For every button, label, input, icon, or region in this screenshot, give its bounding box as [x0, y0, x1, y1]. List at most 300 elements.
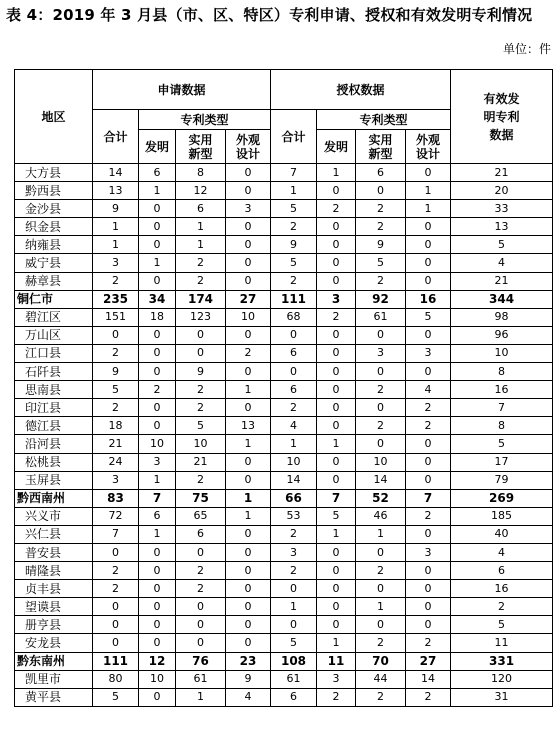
- cell-grant-utility: 70: [356, 652, 406, 670]
- cell-grant-utility: 2: [356, 200, 406, 218]
- table-row: [15, 218, 553, 236]
- header-grant-utility-text: 实用新型: [368, 132, 393, 161]
- cell-grant-utility: 2: [356, 272, 406, 290]
- cell-valid-invention: 11: [451, 634, 553, 652]
- cell-grant-invention: 5: [317, 507, 356, 525]
- cell-valid-invention: 21: [451, 164, 553, 182]
- cell-app-total: 0: [93, 598, 139, 616]
- cell-app-design: 10: [226, 308, 271, 326]
- cell-app-design: 0: [226, 471, 271, 489]
- table-row: [15, 543, 553, 561]
- region-name: 松桃县: [15, 453, 93, 471]
- cell-grant-utility: 92: [356, 290, 406, 308]
- cell-app-invention: 12: [139, 652, 176, 670]
- table-row: [15, 580, 553, 598]
- city-row: [15, 652, 553, 670]
- cell-valid-invention: 17: [451, 453, 553, 471]
- region-name: 江口县: [15, 344, 93, 362]
- cell-app-utility: 1: [176, 688, 226, 706]
- cell-grant-design: 2: [406, 688, 451, 706]
- table-row: [15, 272, 553, 290]
- cell-valid-invention: 4: [451, 543, 553, 561]
- table-row: [15, 507, 553, 525]
- cell-grant-design: 0: [406, 254, 451, 272]
- cell-valid-invention: 5: [451, 616, 553, 634]
- cell-app-design: 1: [226, 507, 271, 525]
- cell-grant-total: 5: [271, 254, 317, 272]
- cell-app-invention: 0: [139, 200, 176, 218]
- cell-app-utility: 75: [176, 489, 226, 507]
- cell-valid-invention: 8: [451, 417, 553, 435]
- region-name: 织金县: [15, 218, 93, 236]
- cell-valid-invention: 6: [451, 562, 553, 580]
- cell-grant-invention: 3: [317, 290, 356, 308]
- region-name: 安龙县: [15, 634, 93, 652]
- cell-app-utility: 0: [176, 344, 226, 362]
- cell-grant-utility: 46: [356, 507, 406, 525]
- city-row: [15, 489, 553, 507]
- region-name: 晴隆县: [15, 562, 93, 580]
- table-row: [15, 670, 553, 688]
- cell-grant-design: 0: [406, 471, 451, 489]
- cell-app-invention: 6: [139, 507, 176, 525]
- region-name: 碧江区: [15, 308, 93, 326]
- cell-grant-utility: 10: [356, 453, 406, 471]
- header-valid-invention: [451, 70, 553, 164]
- cell-app-total: 83: [93, 489, 139, 507]
- cell-grant-invention: 0: [317, 381, 356, 399]
- cell-app-utility: 21: [176, 453, 226, 471]
- cell-grant-design: 2: [406, 399, 451, 417]
- cell-grant-utility: 0: [356, 363, 406, 381]
- header-app-design-text: 外观设计: [235, 132, 260, 161]
- cell-valid-invention: 4: [451, 254, 553, 272]
- table-row: [15, 254, 553, 272]
- cell-app-design: 0: [226, 616, 271, 634]
- region-name: 黄平县: [15, 688, 93, 706]
- cell-grant-total: 1: [271, 182, 317, 200]
- cell-grant-utility: 44: [356, 670, 406, 688]
- cell-grant-design: 0: [406, 616, 451, 634]
- cell-app-utility: 2: [176, 562, 226, 580]
- cell-grant-utility: 14: [356, 471, 406, 489]
- region-name: 铜仁市: [15, 290, 93, 308]
- cell-valid-invention: 13: [451, 218, 553, 236]
- cell-grant-total: 14: [271, 471, 317, 489]
- cell-app-design: 1: [226, 489, 271, 507]
- cell-app-invention: 18: [139, 308, 176, 326]
- cell-app-design: 0: [226, 182, 271, 200]
- cell-grant-design: 27: [406, 652, 451, 670]
- region-name: 兴义市: [15, 507, 93, 525]
- header-grant-design: [406, 130, 451, 164]
- cell-app-total: 9: [93, 363, 139, 381]
- cell-app-invention: 0: [139, 399, 176, 417]
- cell-grant-design: 0: [406, 580, 451, 598]
- cell-app-design: 0: [226, 634, 271, 652]
- cell-grant-total: 0: [271, 363, 317, 381]
- cell-grant-total: 1: [271, 598, 317, 616]
- cell-app-utility: 2: [176, 272, 226, 290]
- cell-grant-utility: 52: [356, 489, 406, 507]
- cell-grant-invention: 0: [317, 254, 356, 272]
- table-row: [15, 363, 553, 381]
- cell-app-design: 0: [226, 236, 271, 254]
- cell-app-invention: 0: [139, 580, 176, 598]
- cell-app-utility: 9: [176, 363, 226, 381]
- cell-app-total: 21: [93, 435, 139, 453]
- cell-grant-invention: 2: [317, 200, 356, 218]
- region-name: 思南县: [15, 381, 93, 399]
- cell-app-total: 0: [93, 326, 139, 344]
- cell-grant-utility: 0: [356, 580, 406, 598]
- cell-app-design: 0: [226, 543, 271, 561]
- table-row: [15, 616, 553, 634]
- cell-app-total: 235: [93, 290, 139, 308]
- cell-grant-total: 1: [271, 435, 317, 453]
- cell-grant-utility: 0: [356, 399, 406, 417]
- table-row: [15, 326, 553, 344]
- cell-grant-utility: 2: [356, 562, 406, 580]
- cell-app-total: 5: [93, 688, 139, 706]
- cell-app-utility: 12: [176, 182, 226, 200]
- cell-app-utility: 123: [176, 308, 226, 326]
- table-row: [15, 417, 553, 435]
- table-row: [15, 471, 553, 489]
- cell-valid-invention: 98: [451, 308, 553, 326]
- cell-valid-invention: 10: [451, 344, 553, 362]
- table-row: [15, 200, 553, 218]
- cell-grant-design: 0: [406, 236, 451, 254]
- cell-valid-invention: 120: [451, 670, 553, 688]
- cell-app-invention: 0: [139, 598, 176, 616]
- cell-grant-invention: 0: [317, 417, 356, 435]
- cell-app-total: 0: [93, 543, 139, 561]
- table-row: [15, 308, 553, 326]
- cell-app-invention: 0: [139, 616, 176, 634]
- cell-grant-total: 61: [271, 670, 317, 688]
- cell-grant-total: 3: [271, 543, 317, 561]
- cell-app-total: 18: [93, 417, 139, 435]
- cell-valid-invention: 79: [451, 471, 553, 489]
- cell-app-total: 80: [93, 670, 139, 688]
- cell-valid-invention: 2: [451, 598, 553, 616]
- cell-valid-invention: 5: [451, 236, 553, 254]
- cell-app-design: 0: [226, 453, 271, 471]
- cell-app-utility: 0: [176, 543, 226, 561]
- cell-app-total: 111: [93, 652, 139, 670]
- cell-app-invention: 10: [139, 435, 176, 453]
- cell-grant-total: 5: [271, 634, 317, 652]
- table-row: [15, 525, 553, 543]
- region-name: 印江县: [15, 399, 93, 417]
- cell-app-total: 2: [93, 344, 139, 362]
- cell-grant-total: 66: [271, 489, 317, 507]
- cell-app-utility: 2: [176, 254, 226, 272]
- cell-grant-total: 10: [271, 453, 317, 471]
- cell-app-invention: 0: [139, 562, 176, 580]
- cell-valid-invention: 185: [451, 507, 553, 525]
- cell-app-design: 1: [226, 381, 271, 399]
- region-name: 黔西南州: [15, 489, 93, 507]
- cell-app-utility: 10: [176, 435, 226, 453]
- table-row: [15, 236, 553, 254]
- cell-grant-utility: 2: [356, 218, 406, 236]
- region-name: 万山区: [15, 326, 93, 344]
- cell-app-utility: 2: [176, 580, 226, 598]
- table-row: [15, 399, 553, 417]
- cell-app-invention: 0: [139, 543, 176, 561]
- cell-grant-design: 0: [406, 598, 451, 616]
- cell-app-invention: 3: [139, 453, 176, 471]
- cell-app-design: 23: [226, 652, 271, 670]
- header-application-total: 合计: [93, 110, 139, 164]
- cell-grant-invention: 0: [317, 543, 356, 561]
- header-app-utility-text: 实用新型: [188, 132, 213, 161]
- cell-app-design: 0: [226, 254, 271, 272]
- region-name: 兴仁县: [15, 525, 93, 543]
- cell-grant-design: 2: [406, 634, 451, 652]
- cell-app-invention: 7: [139, 489, 176, 507]
- cell-app-total: 1: [93, 236, 139, 254]
- cell-app-design: 0: [226, 164, 271, 182]
- header-app-design: [226, 130, 271, 164]
- cell-app-design: 4: [226, 688, 271, 706]
- cell-app-utility: 8: [176, 164, 226, 182]
- page-title: 表 4：2019 年 3 月县（市、区、特区）专利申请、授权和有效发明专利情况: [6, 6, 533, 24]
- cell-app-total: 14: [93, 164, 139, 182]
- cell-grant-invention: 0: [317, 326, 356, 344]
- cell-app-utility: 0: [176, 598, 226, 616]
- cell-grant-design: 3: [406, 543, 451, 561]
- table-row: [15, 598, 553, 616]
- cell-grant-utility: 0: [356, 326, 406, 344]
- cell-valid-invention: 16: [451, 580, 553, 598]
- unit-label: 单位：件: [502, 42, 551, 56]
- cell-grant-invention: 0: [317, 471, 356, 489]
- cell-grant-total: 111: [271, 290, 317, 308]
- cell-grant-total: 2: [271, 562, 317, 580]
- cell-app-total: 2: [93, 399, 139, 417]
- cell-valid-invention: 8: [451, 363, 553, 381]
- cell-grant-design: 0: [406, 435, 451, 453]
- table-row: [15, 634, 553, 652]
- cell-grant-utility: 0: [356, 543, 406, 561]
- header-application: 申请数据: [93, 70, 271, 110]
- cell-app-total: 151: [93, 308, 139, 326]
- cell-valid-invention: 5: [451, 435, 553, 453]
- cell-grant-invention: 0: [317, 236, 356, 254]
- cell-grant-invention: 1: [317, 525, 356, 543]
- table-row: [15, 164, 553, 182]
- cell-grant-invention: 0: [317, 598, 356, 616]
- region-name: 威宁县: [15, 254, 93, 272]
- cell-app-total: 7: [93, 525, 139, 543]
- cell-grant-total: 4: [271, 417, 317, 435]
- cell-grant-total: 9: [271, 236, 317, 254]
- cell-app-invention: 0: [139, 363, 176, 381]
- cell-grant-total: 53: [271, 507, 317, 525]
- cell-grant-total: 0: [271, 326, 317, 344]
- cell-grant-design: 0: [406, 363, 451, 381]
- cell-grant-invention: 1: [317, 634, 356, 652]
- header-grant-type: 专利类型: [317, 110, 451, 130]
- cell-grant-design: 14: [406, 670, 451, 688]
- cell-app-invention: 0: [139, 218, 176, 236]
- cell-grant-utility: 2: [356, 688, 406, 706]
- region-name: 黔东南州: [15, 652, 93, 670]
- header-app-utility: [176, 130, 226, 164]
- cell-app-design: 2: [226, 344, 271, 362]
- cell-grant-total: 6: [271, 381, 317, 399]
- cell-app-total: 9: [93, 200, 139, 218]
- cell-valid-invention: 33: [451, 200, 553, 218]
- cell-grant-utility: 2: [356, 417, 406, 435]
- cell-grant-design: 1: [406, 200, 451, 218]
- cell-app-invention: 1: [139, 254, 176, 272]
- cell-grant-design: 0: [406, 453, 451, 471]
- cell-app-design: 0: [226, 562, 271, 580]
- table-row: [15, 688, 553, 706]
- cell-grant-design: 0: [406, 562, 451, 580]
- cell-valid-invention: 269: [451, 489, 553, 507]
- cell-grant-total: 2: [271, 272, 317, 290]
- cell-app-total: 24: [93, 453, 139, 471]
- cell-grant-total: 0: [271, 616, 317, 634]
- cell-grant-invention: 0: [317, 182, 356, 200]
- cell-app-design: 9: [226, 670, 271, 688]
- city-row: [15, 290, 553, 308]
- cell-app-utility: 0: [176, 634, 226, 652]
- cell-grant-total: 7: [271, 164, 317, 182]
- cell-app-total: 13: [93, 182, 139, 200]
- cell-valid-invention: 40: [451, 525, 553, 543]
- region-name: 望谟县: [15, 598, 93, 616]
- cell-valid-invention: 331: [451, 652, 553, 670]
- cell-app-invention: 10: [139, 670, 176, 688]
- cell-app-invention: 0: [139, 688, 176, 706]
- region-name: 普安县: [15, 543, 93, 561]
- cell-grant-utility: 2: [356, 381, 406, 399]
- cell-grant-utility: 3: [356, 344, 406, 362]
- cell-grant-total: 0: [271, 580, 317, 598]
- region-name: 德江县: [15, 417, 93, 435]
- cell-grant-invention: 2: [317, 688, 356, 706]
- cell-grant-design: 0: [406, 272, 451, 290]
- cell-grant-invention: 0: [317, 344, 356, 362]
- cell-grant-design: 1: [406, 182, 451, 200]
- cell-app-total: 3: [93, 471, 139, 489]
- header-grant-design-text: 外观设计: [416, 132, 441, 161]
- table-row: [15, 182, 553, 200]
- cell-app-design: 13: [226, 417, 271, 435]
- cell-grant-invention: 7: [317, 489, 356, 507]
- cell-app-utility: 2: [176, 471, 226, 489]
- cell-app-invention: 2: [139, 381, 176, 399]
- cell-grant-design: 7: [406, 489, 451, 507]
- table-row: [15, 435, 553, 453]
- cell-grant-invention: 1: [317, 435, 356, 453]
- table-body: [15, 164, 553, 707]
- cell-grant-design: 0: [406, 326, 451, 344]
- cell-grant-total: 68: [271, 308, 317, 326]
- region-name: 大方县: [15, 164, 93, 182]
- header-region: 地区: [15, 70, 93, 164]
- cell-app-invention: 0: [139, 417, 176, 435]
- cell-grant-utility: 6: [356, 164, 406, 182]
- cell-valid-invention: 16: [451, 381, 553, 399]
- cell-app-utility: 174: [176, 290, 226, 308]
- cell-grant-utility: 5: [356, 254, 406, 272]
- cell-app-invention: 1: [139, 182, 176, 200]
- cell-app-utility: 2: [176, 399, 226, 417]
- cell-app-total: 2: [93, 562, 139, 580]
- cell-grant-total: 6: [271, 688, 317, 706]
- cell-app-total: 0: [93, 616, 139, 634]
- table-row: [15, 453, 553, 471]
- cell-app-design: 0: [226, 525, 271, 543]
- region-name: 凯里市: [15, 670, 93, 688]
- cell-app-invention: 6: [139, 164, 176, 182]
- header-valid-text: 有效发明专利数据: [483, 91, 520, 142]
- cell-app-utility: 5: [176, 417, 226, 435]
- cell-grant-total: 2: [271, 399, 317, 417]
- cell-valid-invention: 20: [451, 182, 553, 200]
- cell-grant-total: 5: [271, 200, 317, 218]
- cell-grant-utility: 0: [356, 182, 406, 200]
- cell-grant-invention: 0: [317, 616, 356, 634]
- cell-app-total: 5: [93, 381, 139, 399]
- patent-table: [14, 69, 553, 707]
- cell-app-invention: 1: [139, 525, 176, 543]
- cell-grant-utility: 1: [356, 598, 406, 616]
- cell-grant-invention: 0: [317, 399, 356, 417]
- cell-grant-utility: 0: [356, 616, 406, 634]
- cell-app-invention: 0: [139, 326, 176, 344]
- region-name: 纳雍县: [15, 236, 93, 254]
- region-name: 贞丰县: [15, 580, 93, 598]
- cell-grant-total: 108: [271, 652, 317, 670]
- header-application-type: 专利类型: [139, 110, 271, 130]
- cell-grant-utility: 9: [356, 236, 406, 254]
- cell-grant-utility: 0: [356, 435, 406, 453]
- cell-app-utility: 1: [176, 236, 226, 254]
- region-name: 册亨县: [15, 616, 93, 634]
- cell-valid-invention: 21: [451, 272, 553, 290]
- cell-app-invention: 34: [139, 290, 176, 308]
- cell-grant-design: 16: [406, 290, 451, 308]
- cell-app-utility: 0: [176, 326, 226, 344]
- table-row: [15, 381, 553, 399]
- cell-app-utility: 6: [176, 525, 226, 543]
- cell-app-invention: 0: [139, 272, 176, 290]
- cell-app-invention: 0: [139, 344, 176, 362]
- table-row: [15, 344, 553, 362]
- cell-app-total: 1: [93, 218, 139, 236]
- header-grant-total: 合计: [271, 110, 317, 164]
- cell-app-design: 0: [226, 399, 271, 417]
- header-grant-invention: 发明: [317, 130, 356, 164]
- cell-app-invention: 1: [139, 471, 176, 489]
- cell-grant-utility: 1: [356, 525, 406, 543]
- cell-app-utility: 65: [176, 507, 226, 525]
- cell-app-utility: 61: [176, 670, 226, 688]
- region-name: 沿河县: [15, 435, 93, 453]
- header-grant-utility: [356, 130, 406, 164]
- cell-app-design: 27: [226, 290, 271, 308]
- cell-grant-invention: 1: [317, 164, 356, 182]
- cell-app-invention: 0: [139, 634, 176, 652]
